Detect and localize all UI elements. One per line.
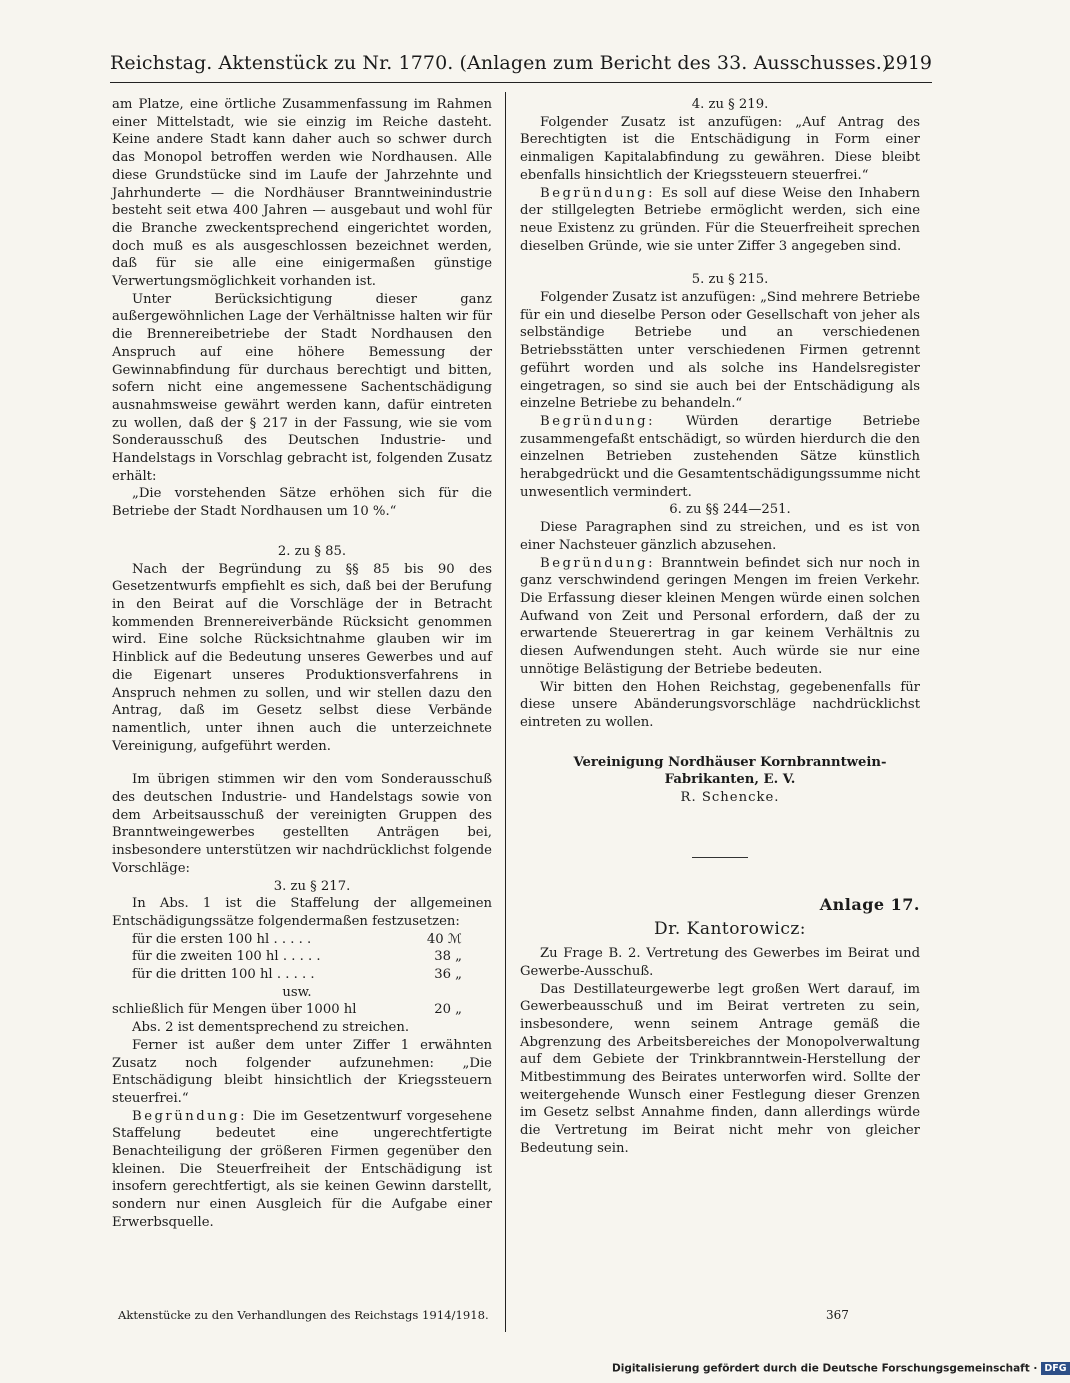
rate-value: 36 „ (434, 967, 462, 983)
section-heading: 3. zu § 217. (273, 878, 351, 894)
paragraph: Ferner ist außer dem unter Ziffer 1 erwähnten Zusatz noch folgender aufzunehmen: „Die Entschädigung bleibt hinsichtlich der Kriegssteuern steuerfrei.“ (112, 1037, 492, 1106)
column-divider (505, 92, 506, 1332)
paragraph (112, 1108, 492, 1232)
rate-table (132, 931, 462, 1002)
section-heading: 2. zu § 85. (277, 543, 347, 559)
rate-last (112, 1001, 462, 1019)
rate-value: 40 ℳ (426, 931, 462, 947)
rate-row (132, 948, 462, 966)
footer-number: 367 (826, 1308, 849, 1322)
paragraph: Abs. 2 ist dementsprechend zu streichen. (132, 1020, 410, 1036)
paragraph-text: Es soll auf diese Weise den Inhabern der stillgelegten Betriebe ermöglicht werden, sich eine neue Existenz zu gründen. Für die Steuerfreiheit sprechen dieselben Gründe, wie sie unter Ziffer 3 angegeben sind. (520, 185, 920, 254)
paragraph: Folgender Zusatz ist anzufügen: „Sind mehrere Betriebe für ein und dieselbe Person oder Gesellschaft von jeher als selbständige Betriebe und an verschiedenen Betriebsstätten unter verschiedenen Firmen getrennt geführt worden und als solche ins Handelsregister eingetragen, so sind sie auch bei der Entschädigung als einzelne Betriebe zu behandeln.“ (520, 290, 920, 412)
rate-label: für die dritten 100 hl . . . . . (132, 967, 315, 983)
paragraph: Nach der Begründung zu §§ 85 bis 90 des Gesetzentwurfs empfiehlt es sich, daß bei der Berufung in den Beirat auf die Vorschläge der in Betracht kommenden Brennereiverbände Rücksicht genommen wird. Eine solche Rücksichtnahme glauben wir im Hinblick auf die Bedeutung unseres Gewerbes und auf die Eigenart unseres Produktionsverfahrens in Anspruch nehmen zu sollen, und wir stellen dazu den Antrag, daß im Gesetz selbst diese Verbände namentlich, unter ihnen auch die unterzeichnete Vereinigung, aufgeführt werden. (112, 561, 492, 754)
paragraph-text: Würden derartige Betriebe zusammengefaßt entschädigt, so würden hierdurch die den einzelnen Betrieben zustehenden Sätze künstlich herabgedrückt und die Gesamtentschädigungssumme nicht unwesentlich vermindert. (520, 413, 920, 500)
section-heading: 6. zu §§ 244—251. (669, 502, 791, 518)
paragraph: Diese Paragraphen sind zu streichen, und es ist von einer Nachsteuer gänzlich abzusehen. (520, 520, 920, 553)
organization-name: Vereinigung Nordhäuser Kornbranntwein- (573, 754, 887, 770)
digitization-notice (612, 1362, 1070, 1375)
rate-label: für die ersten 100 hl . . . . . (132, 931, 312, 947)
section-heading: 4. zu § 219. (691, 97, 769, 112)
paragraph: Folgender Zusatz ist anzufügen: „Auf Antrag des Berechtigten ist die Entschädigung in Form einer einmaligen Kapitalabfindung zu gewähren. Diese bleibt ebenfalls hinsichtlich der Kriegssteuern steuerfrei.“ (520, 114, 920, 183)
paragraph: Das Destillateurgewerbe legt großen Wert darauf, im Gewerbeausschuß und im Beirat vertreten zu sein, insbesondere, wenn seinem Antrage gemäß die Abgrenzung des Arbeitsbereiches der Monopolverwaltung auf dem Gebiete der Trinkbranntwein-Herstellung der Mitbestimmung des Beirates unterworfen wird. Sollte der weitergehende Wunsch einer Festlegung dieser Grenzen im Gesetz selbst Annahme finden, dann allerdings würde die Vertretung im Beirat nicht mehr von gleicher Bedeutung sein. (520, 981, 920, 1156)
paragraph (520, 555, 920, 679)
footer-source: Aktenstücke zu den Verhandlungen des Reichstags 1914/1918. (118, 1308, 489, 1322)
page-header (110, 52, 932, 86)
rate-row (112, 1001, 462, 1019)
quote: „Die vorstehenden Sätze erhöhen sich für die Betriebe der Stadt Nordhausen um 10 %.“ (112, 486, 492, 520)
left-column (112, 96, 492, 1232)
question-label: Zu Frage B. 2. (540, 946, 641, 962)
paragraph: Im übrigen stimmen wir den vom Sonderausschuß des deutschen Industrie- und Handelstags sowie von dem Arbeitsausschuß der vereinigten Gruppen des Branntweingewerbes gestellten Anträgen bei, insbesondere unterstützen wir nachdrücklichst folgende Vorschläge: (112, 772, 492, 876)
paragraph-text: Die im Gesetzentwurf vorgesehene Staffelung bedeutet eine ungerechtfertigte Benachteiligung der größeren Firmen gegenüber den kleinen. Die Steuerfreiheit der Entschädigung ist insofern gerechtfertigt, als sie keinen Gewinn darstellt, sondern nur einen Ausgleich für die Aufgabe einer Erwerbsquelle. (112, 1108, 492, 1230)
begruendung-label: Begründung: (540, 185, 656, 201)
signature: R. Schencke. (680, 790, 780, 806)
right-column (520, 96, 920, 1158)
paragraph: Unter Berücksichtigung dieser ganz außergewöhnlichen Lage der Verhältnisse halten wir für die Brennereibetriebe der Stadt Nordhausen den Anspruch auf eine höhere Bemessung der Gewinnabfindung für durchaus berechtigt und bitten, sofern nicht eine angemessene Sachentschädigung ausnahmsweise gewährt werden kann, dafür eintreten zu wollen, daß der § 217 in der Fassung, wie sie vom Sonderausschuß des Deutschen Industrie- und Handelstags in Vorschlag gebracht ist, folgenden Zusatz erhält: (112, 291, 492, 484)
header-page-number: 2919 (883, 52, 932, 74)
appendix-label: Anlage 17. (819, 894, 920, 914)
organization-name: Fabrikanten, E. V. (664, 772, 796, 788)
rate-label: für die zweiten 100 hl . . . . . (132, 949, 321, 965)
question-heading (520, 945, 920, 980)
paragraph (520, 413, 920, 502)
header-title: Reichstag. Aktenstück zu Nr. 1770. (Anlagen zum Bericht des 33. Ausschusses.) (110, 52, 890, 74)
rate-value: 20 „ (434, 1002, 462, 1018)
dfg-logo: DFG (1041, 1362, 1069, 1375)
paragraph: am Platze, eine örtliche Zusammenfassung im Rahmen einer Mittelstadt, wie sie einzig im Reiche dasteht. Keine andere Stadt kann daher auch so schwer durch das Monopol betroffen werden wie Nordhausen. Alle diese Grundstücke sind im Laufe der Jahrzehnte und Jahrhunderte — die Nordhäuser Branntweinindustrie besteht seit etwa 400 Jahren — ausgebaut und wohl für die Branche zweckentsprechend eingerichtet worden, doch muß es als ausgeschlossen bezeichnet werden, daß für sie alle eine einigermaßen günstige Verwertungsmöglichkeit vorhanden ist. (112, 97, 492, 290)
rate-usw: usw. (282, 984, 312, 1000)
question-text: Vertretung des Gewerbes im Beirat und Gewerbe-Ausschuß. (520, 946, 921, 979)
paragraph: In Abs. 1 ist die Staffelung der allgemeinen Entschädigungssätze folgendermaßen festzusetzen: (112, 896, 492, 929)
header-rule (110, 82, 932, 83)
section-heading: 5. zu § 215. (691, 272, 769, 288)
rate-value: 38 „ (434, 949, 462, 965)
rate-row (132, 931, 462, 949)
author-name: Dr. Kantorowicz: (653, 919, 807, 940)
begruendung-label: Begründung: (132, 1108, 248, 1124)
paragraph (520, 185, 920, 256)
paragraph: Wir bitten den Hohen Reichstag, gegebenenfalls für diese unsere Abänderungsvorschläge nachdrücklichst eintreten zu wollen. (520, 679, 920, 730)
rate-row (132, 966, 462, 984)
begruendung-label: Begründung: (540, 555, 656, 571)
digitization-text: Digitalisierung gefördert durch die Deutsche Forschungsgemeinschaft · (612, 1362, 1038, 1375)
rate-label: schließlich für Mengen über 1000 hl (112, 1002, 357, 1018)
begruendung-label: Begründung: (540, 413, 656, 429)
paragraph-text: Branntwein befindet sich nur noch in ganz verschwindend geringen Mengen im freien Verkehr. Die Erfassung dieser kleinen Mengen würde einen solchen Aufwand von Zeit und Personal erfordern, daß der zu erwartende Steuerertrag in gar keinem Verhältnis zu diesen Aufwendungen steht. Auch würde sie nur eine unnötige Belästigung der Betriebe bedeuten. (520, 555, 920, 677)
